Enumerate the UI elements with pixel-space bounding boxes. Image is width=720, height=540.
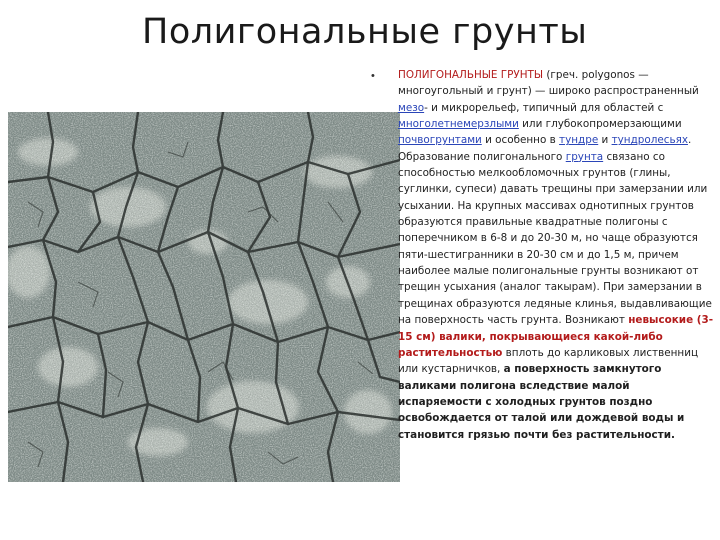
bold-conclusion: а поверхность замкнутого валиками полигона вследствие малой испаряемости с холодных грунтов поздно освобождается от талой или дождевой воды и становится грязью почти без растительности. xyxy=(398,363,685,441)
slide-title: Полигональные грунты xyxy=(142,12,588,52)
link-permafrost[interactable]: многолетнемерзлыми xyxy=(398,118,519,131)
bullet-marker: • xyxy=(371,70,375,82)
link-soils[interactable]: почвогрунтами xyxy=(398,134,482,147)
definition-text: ПОЛИГОНАЛЬНЫЕ ГРУНТЫ (греч. polygonos — многоугольный и грунт) — широко распространенный мезо- и микрорельеф, типичный для областей с многолетнемерзлыми или глубокопромерзающими почвогрунтами и особенно в тундре и тундролесьях. Образование полигонального грунта связано со способностью мелкообломочных грунтов (глины, суглинки, супеси) давать трещины при замерзании или усыхании. На крупных массивах однотипных грунтов образуются правильные квадратные полигоны с поперечником в 6-8 и до 20-30 м, но чаще образуются пяти-шестигранники в 20-30 см и до 1,5 м, причем наиболее малые полигональные грунты возникают от трещин усыхания (аналог такырам). При замерзании в трещинах образуются ледяные клинья, выдавливающие на поверхность часть грунта. Возникают невысокие (3-15 см) валики, покрывающиеся какой-либо растительностью вплоть до карликовых лиственниц или кустарничков, а поверхность замкнутого валиками полигона вследствие малой испаряемости с холодных грунтов поздно освобождается от талой или дождевой воды и становится грязью почти без растительности. xyxy=(398,69,714,441)
polygonal-ground-photo xyxy=(8,112,400,482)
link-ground[interactable]: грунта xyxy=(565,150,604,163)
link-forest-tundra[interactable]: тундролесьях xyxy=(611,134,688,147)
term-heading: ПОЛИГОНАЛЬНЫЕ ГРУНТЫ xyxy=(398,69,544,81)
link-mezo[interactable]: мезо xyxy=(398,101,425,114)
link-tundra[interactable]: тундре xyxy=(559,134,599,147)
highlight-ridges: невысокие (3-15 см) валики, покрывающиеся какой-либо растительностью xyxy=(398,314,714,359)
